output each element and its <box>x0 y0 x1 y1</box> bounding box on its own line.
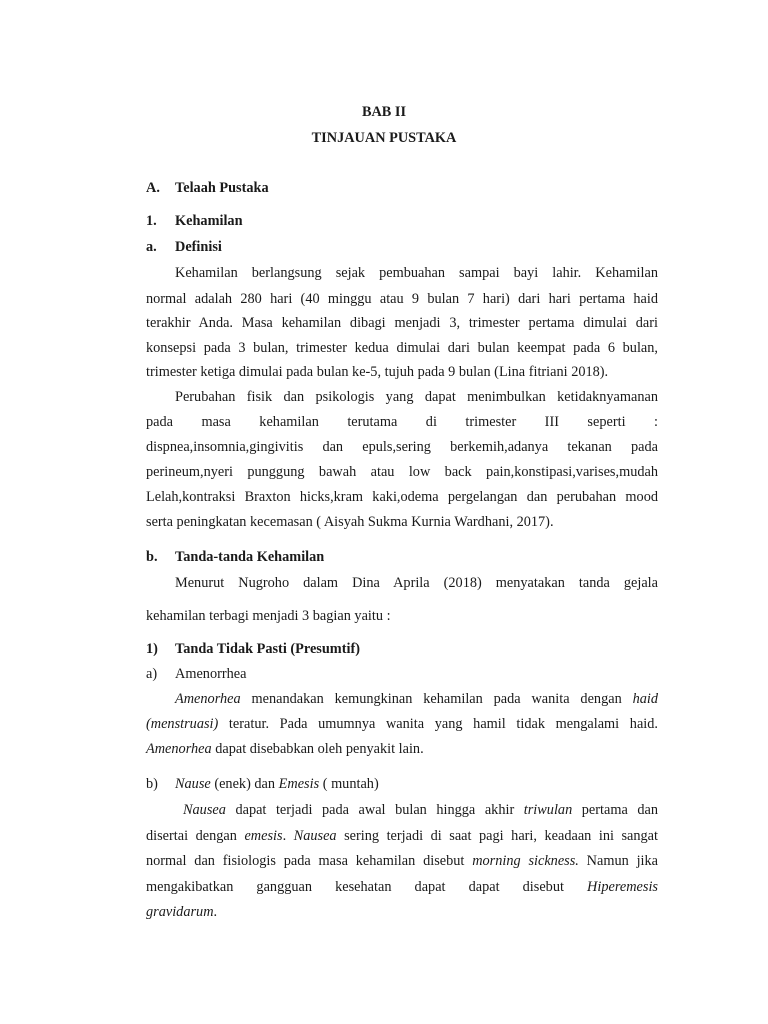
paragraph-perubahan-line: pada masa kehamilan terutama di trimester III seperti : <box>146 414 658 430</box>
section-a-title: Telaah Pustaka <box>175 180 269 196</box>
item-1-title: Tanda Tidak Pasti (Presumtif) <box>175 641 360 657</box>
subsection-b-number: b. <box>146 549 158 565</box>
item-1-number: 1) <box>146 641 158 657</box>
paragraph-perubahan-line: Perubahan fisik dan psikologis yang dapat menimbulkan ketidaknyamanan <box>175 389 658 405</box>
section-1-number: 1. <box>146 213 157 229</box>
item-b-title: Nause (enek) dan Emesis ( muntah) <box>175 776 379 792</box>
paragraph-nausea-line: normal dan fisiologis pada masa kehamilan disebut morning sickness. Namun jika <box>146 853 659 869</box>
item-b-number: b) <box>146 776 158 792</box>
paragraph-perubahan-line: serta peningkatan kecemasan ( Aisyah Sukma Kurnia Wardhani, 2017). <box>146 514 554 530</box>
paragraph-amenorrhea-line: (menstruasi) teratur. Pada umumnya wanita yang hamil tidak mengalami haid. <box>146 716 658 732</box>
paragraph-definisi-line: normal adalah 280 hari (40 minggu atau 9 bulan 7 hari) dari hari pertama haid <box>146 291 658 307</box>
paragraph-amenorrhea-line: Amenorhea menandakan kemungkinan kehamilan pada wanita dengan haid <box>175 691 658 707</box>
paragraph-definisi-line: trimester ketiga dimulai pada bulan ke-5, tujuh pada 9 bulan (Lina fitriani 2018). <box>146 364 609 380</box>
paragraph-perubahan-line: dispnea,insomnia,gingivitis dan epuls,sering berkemih,adanya tekanan pada <box>146 439 658 455</box>
chapter-title: TINJAUAN PUSTAKA <box>311 130 457 146</box>
paragraph-perubahan-line: perineum,nyeri punggung bawah atau low back pain,konstipasi,varises,mudah <box>146 464 658 480</box>
subsection-a-title: Definisi <box>175 239 222 255</box>
subsection-b-title: Tanda-tanda Kehamilan <box>175 549 325 565</box>
paragraph-definisi-line: konsepsi pada 3 bulan, trimester kedua dimulai dari bulan keempat pada 6 bulan, <box>146 340 658 356</box>
paragraph-nausea-line: gravidarum. <box>146 904 218 920</box>
paragraph-nausea-line: mengakibatkan gangguan kesehatan dapat dapat disebut Hiperemesis <box>146 879 658 895</box>
item-a-number: a) <box>146 666 158 682</box>
paragraph-nausea-line: disertai dengan emesis. Nausea sering terjadi di saat pagi hari, keadaan ini sangat <box>146 828 659 844</box>
chapter-number: BAB II <box>361 104 407 120</box>
subsection-a-number: a. <box>146 239 157 255</box>
section-1-title: Kehamilan <box>175 213 243 229</box>
paragraph-definisi-line: Kehamilan berlangsung sejak pembuahan sampai bayi lahir. Kehamilan <box>175 265 658 281</box>
item-a-title: Amenorrhea <box>175 666 247 682</box>
section-a-number: A. <box>146 180 160 196</box>
paragraph-amenorrhea-line: Amenorhea dapat disebabkan oleh penyakit lain. <box>146 741 424 757</box>
paragraph-nausea-line: Nausea dapat terjadi pada awal bulan hingga akhir triwulan pertama dan <box>183 802 658 818</box>
paragraph-tanda-line: kehamilan terbagi menjadi 3 bagian yaitu : <box>146 608 391 624</box>
paragraph-definisi-line: terakhir Anda. Masa kehamilan dibagi menjadi 3, trimester pertama dimulai dari <box>146 315 658 331</box>
paragraph-tanda-line: Menurut Nugroho dalam Dina Aprila (2018) menyatakan tanda gejala <box>175 575 658 591</box>
paragraph-perubahan-line: Lelah,kontraksi Braxton hicks,kram kaki,odema pergelangan dan perubahan mood <box>146 489 658 505</box>
